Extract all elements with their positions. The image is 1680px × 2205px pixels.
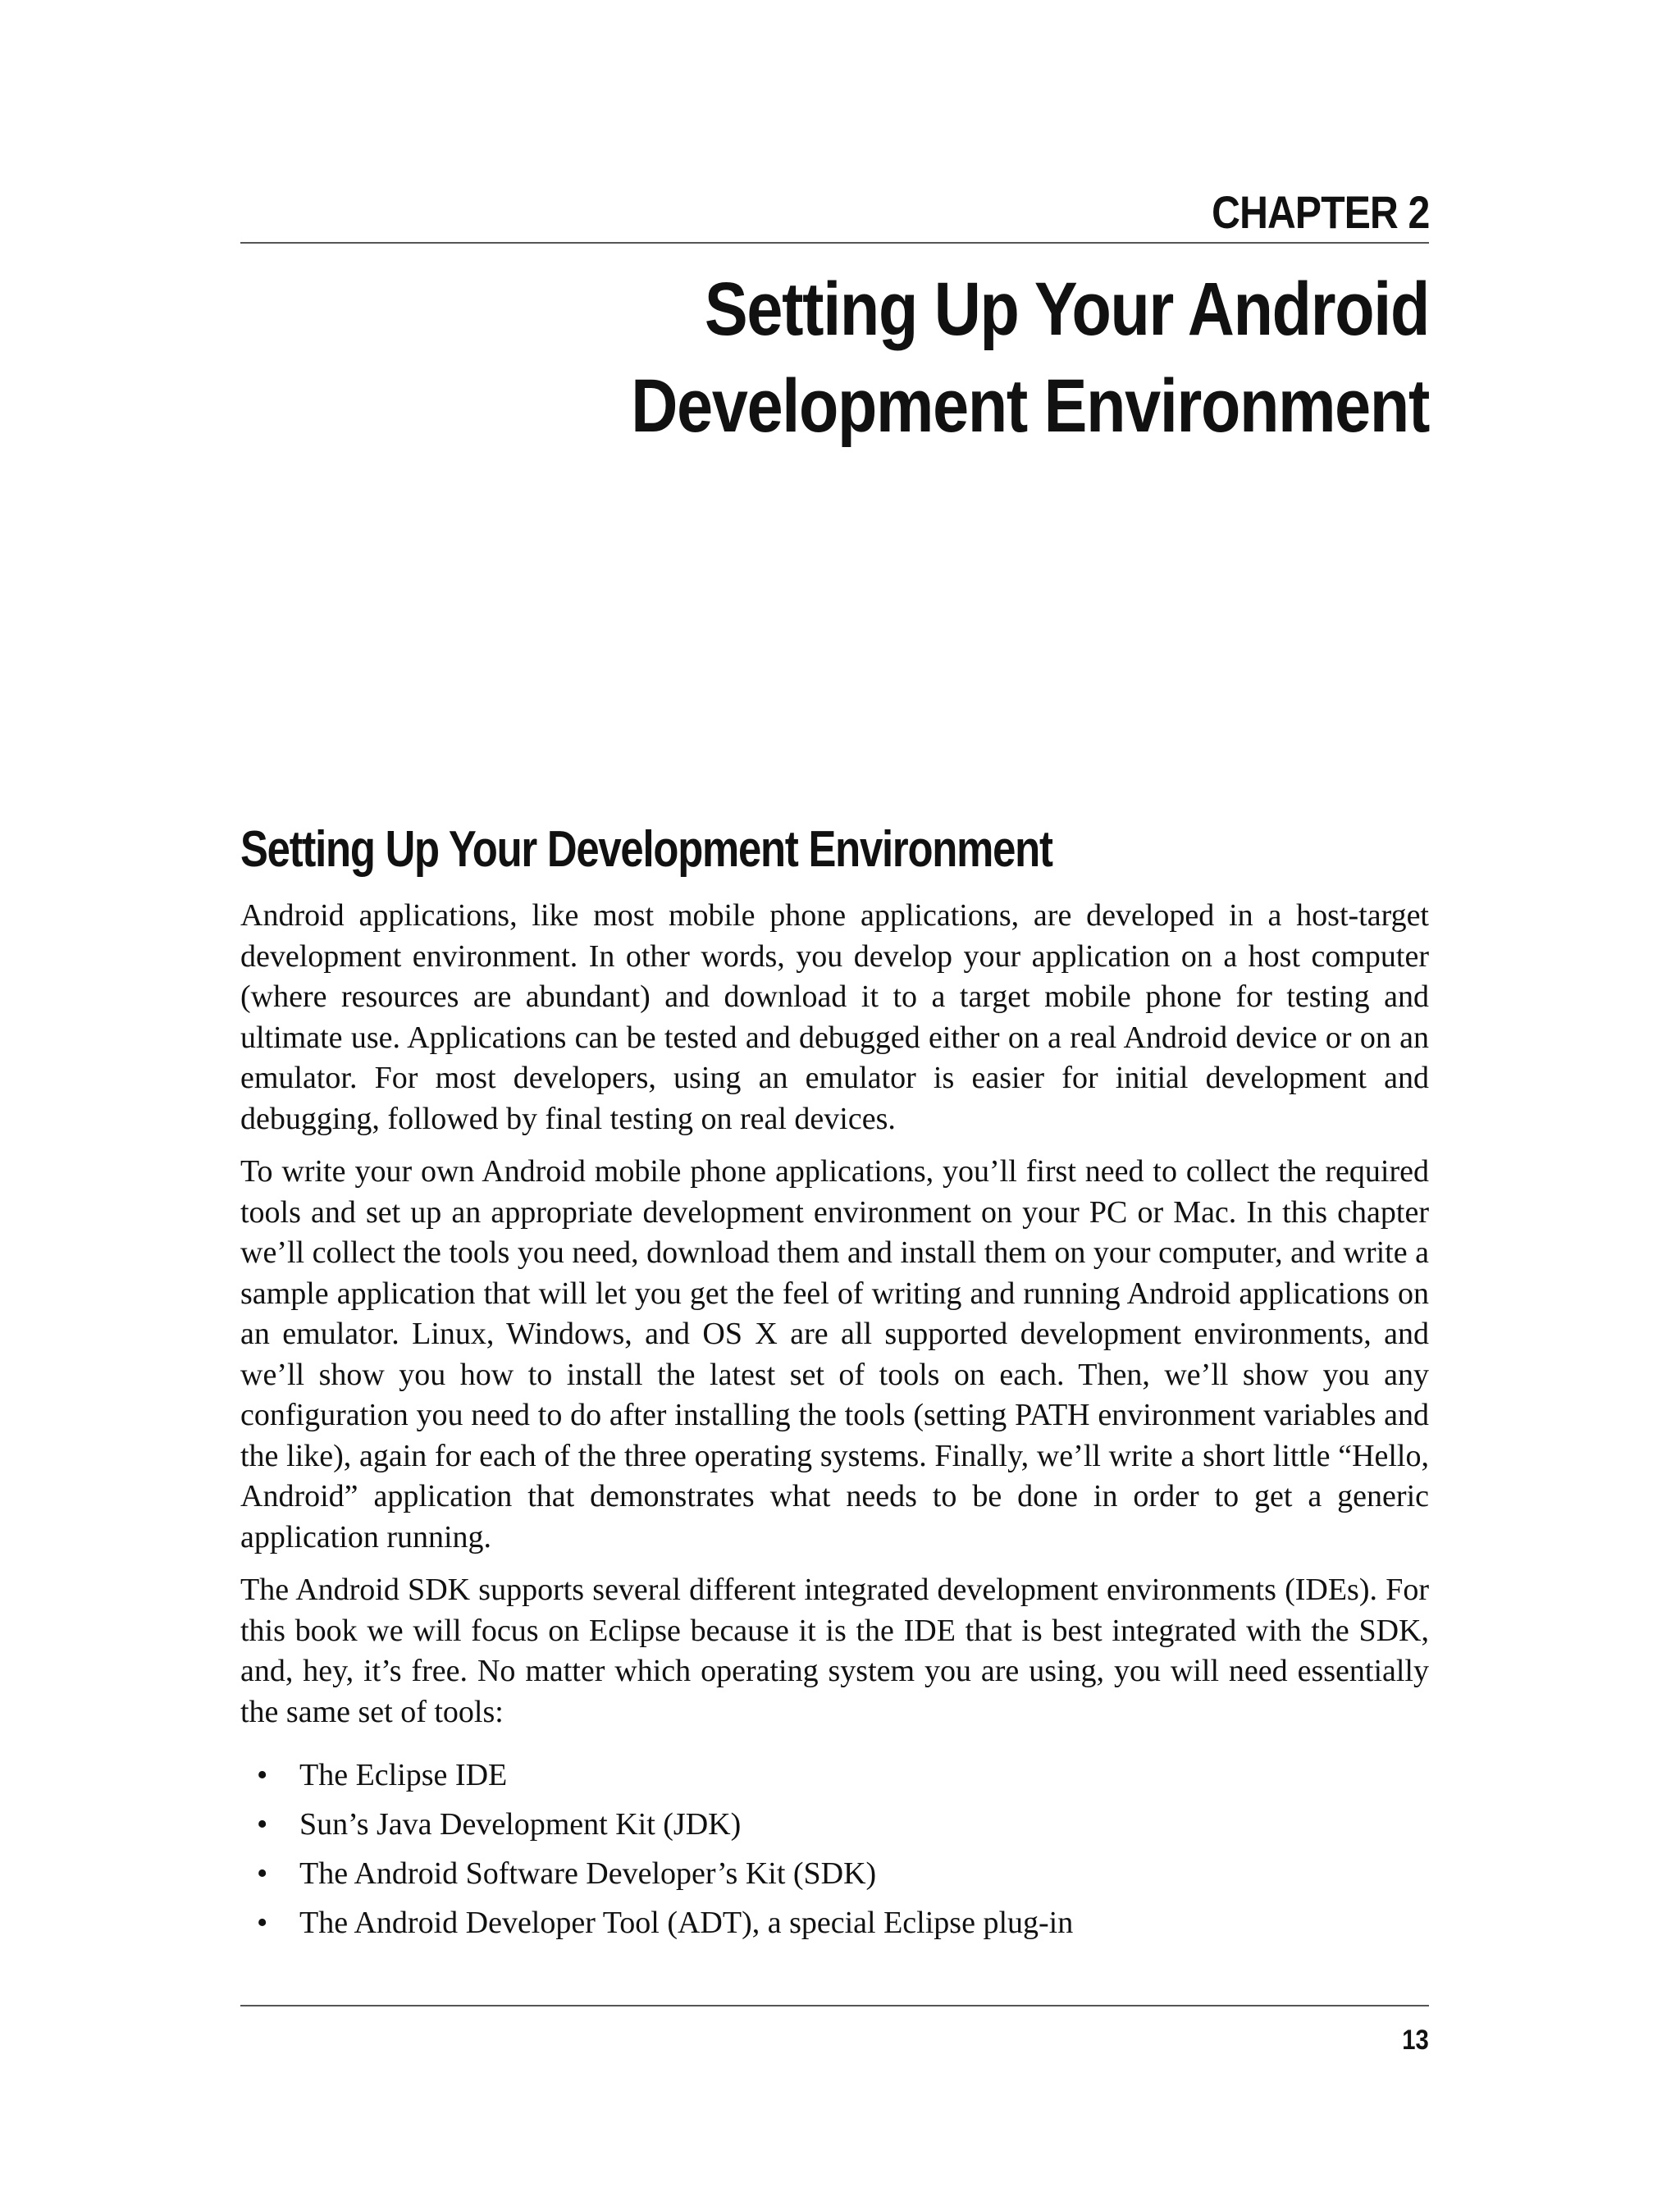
chapter-title-line-1: Setting Up Your Android <box>704 267 1429 351</box>
chapter-title-line-2: Development Environment <box>631 364 1429 448</box>
list-item-text: The Android Software Developer’s Kit (SDK) <box>299 1856 877 1891</box>
bullet-icon: • <box>257 1807 268 1842</box>
body-text <box>240 896 1429 1947</box>
list-item <box>240 1751 1429 1800</box>
list-item-text: Sun’s Java Development Kit (JDK) <box>299 1807 742 1842</box>
bullet-icon: • <box>257 1856 268 1891</box>
footer-rule <box>240 2005 1429 2006</box>
chapter-label: CHAPTER 2 <box>1211 186 1429 238</box>
list-item-text: The Android Developer Tool (ADT), a special Eclipse plug-in <box>299 1906 1074 1940</box>
bullet-icon: • <box>257 1758 268 1792</box>
list-item-text: The Eclipse IDE <box>299 1758 508 1792</box>
page-number: 13 <box>1402 2025 1429 2056</box>
paragraph: The Android SDK supports several different integrated development environments (IDEs). For this book we will focus on Eclipse because it is the IDE that is best integrated with the SDK, and, hey, it’s free. No matter which operating system you are using, you will need essentially the same set of tools: <box>240 1573 1429 1729</box>
paragraph: To write your own Android mobile phone applications, you’ll first need to collect the required tools and set up an appropriate development environment on your PC or Mac. In this chapter we’ll collect the tools you need, download them and install them on your computer, and write a sample application that will let you get the feel of writing and running Android applications on an emulator. Linux, Windows, and OS X are all supported development environments, and we’ll show you how to install the latest set of tools on each. Then, we’ll show you any configuration you need to do after installing the tools (setting PATH environment variables and the like), again for each of the three operating systems. Finally, we’ll write a short little “Hello, Android” application that demonstrates what needs to be done in order to get a generic application running. <box>240 1154 1429 1554</box>
chapter-title <box>441 261 1429 454</box>
list-item <box>240 1800 1429 1849</box>
chapter-rule <box>240 242 1429 244</box>
list-item <box>240 1849 1429 1898</box>
paragraph: Android applications, like most mobile phone applications, are developed in a host-target development environment. In other words, you develop your application on a host computer (where resources are abundant) and download it to a target mobile phone for testing and ultimate use. Applications can be tested and debugged either on a real Android device or on an emulator. For most developers, using an emulator is easier for initial development and debugging, followed by final testing on real devices. <box>240 898 1429 1136</box>
bullet-icon: • <box>257 1906 268 1940</box>
section-heading: Setting Up Your Development Environment <box>240 821 1052 878</box>
tools-list <box>240 1751 1429 1947</box>
list-item <box>240 1898 1429 1947</box>
